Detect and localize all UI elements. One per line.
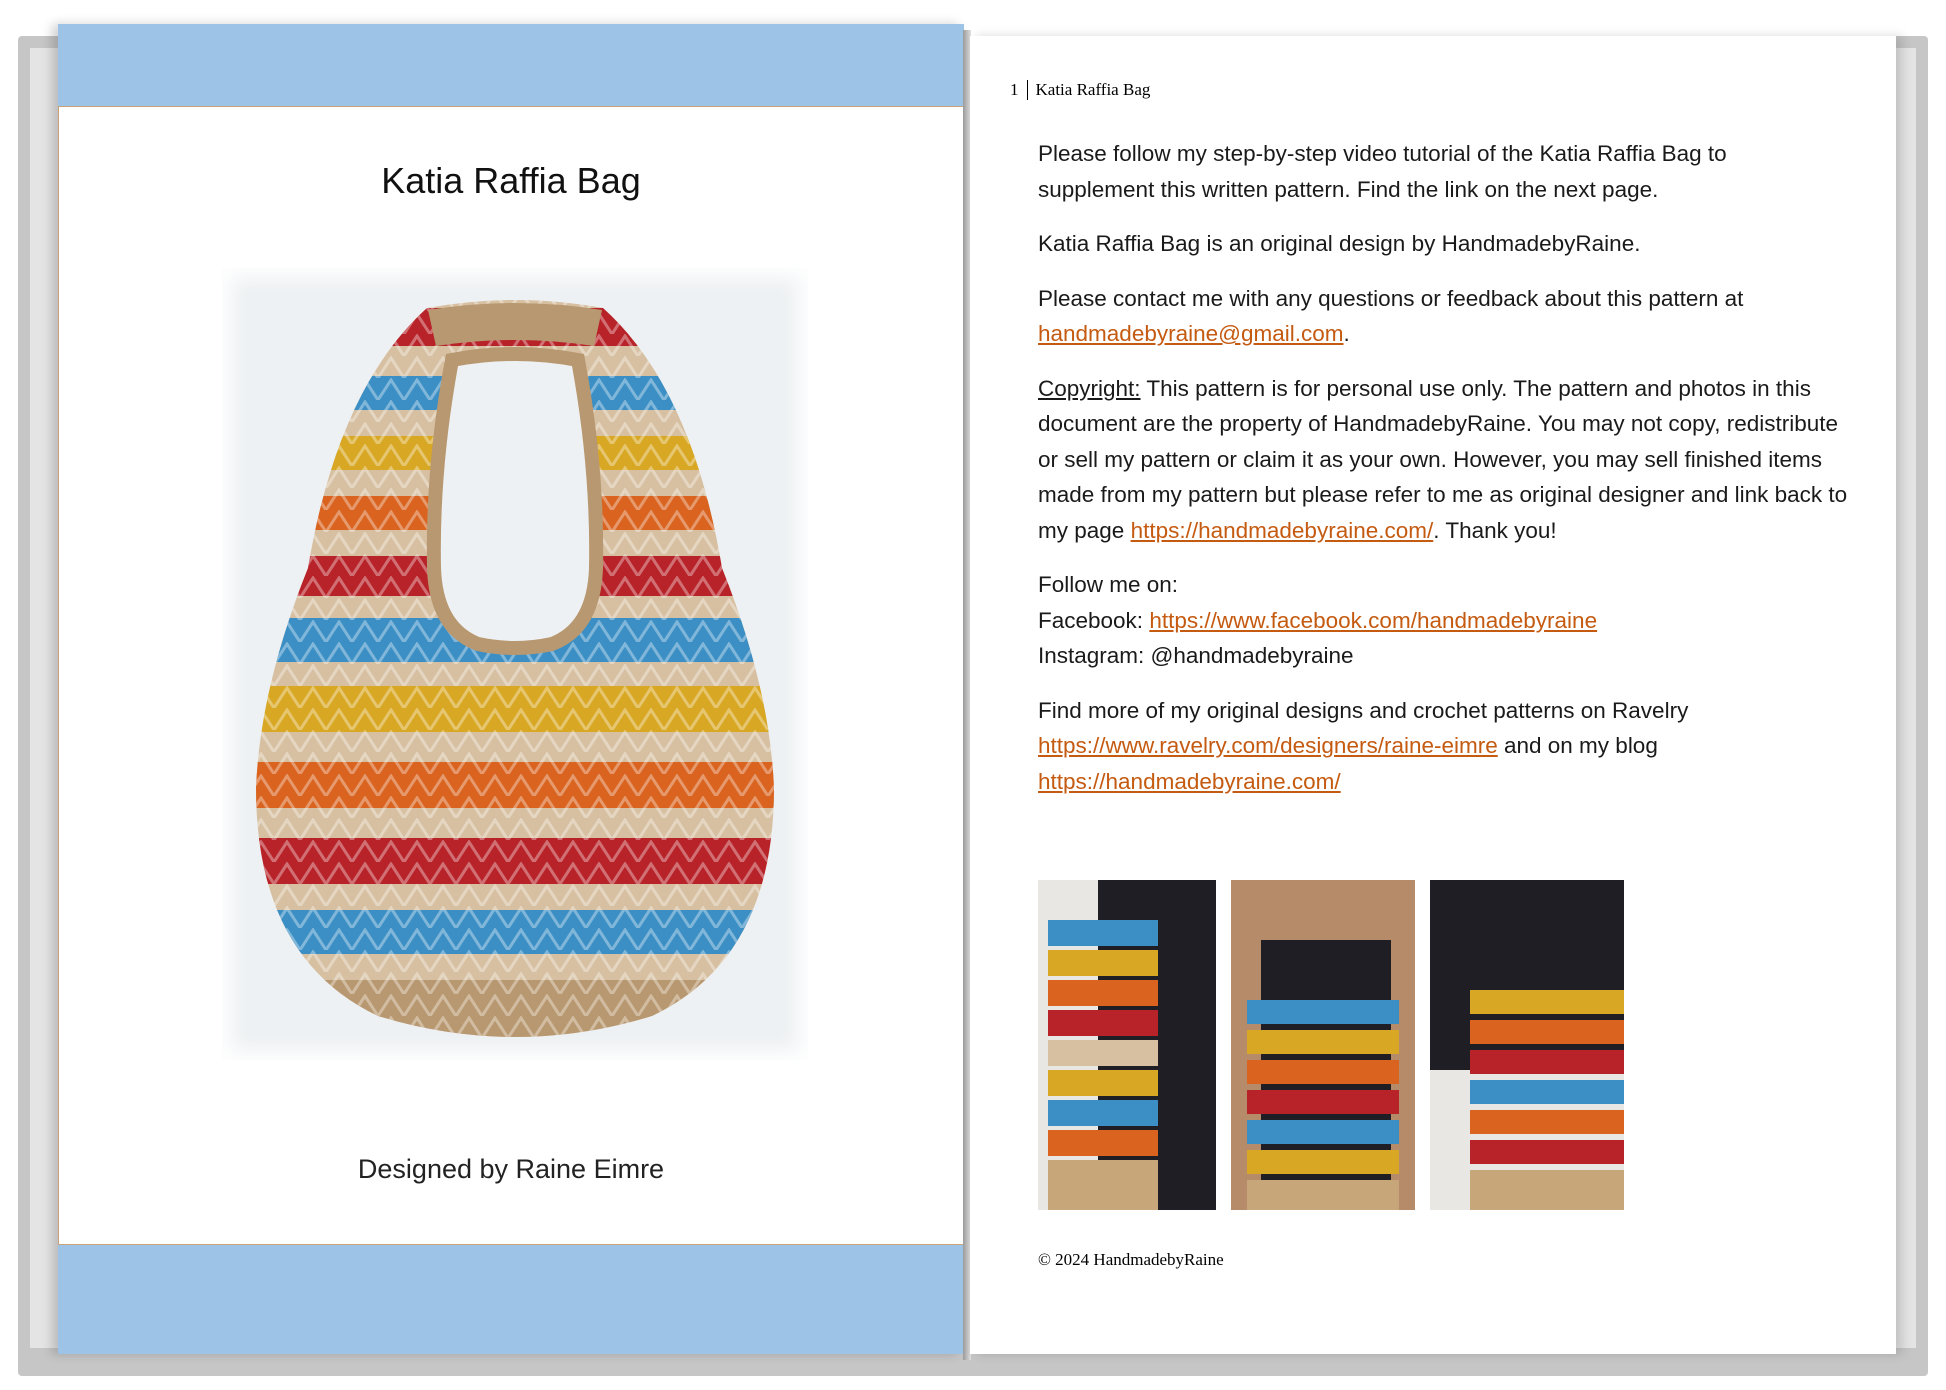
page-header bbox=[1010, 80, 1150, 100]
facebook-link[interactable]: https://www.facebook.com/handmadebyraine bbox=[1149, 607, 1598, 633]
follow-label: Follow me on: bbox=[1038, 572, 1179, 597]
photo-front-view-image bbox=[1231, 880, 1415, 1210]
bag-handle-opening bbox=[434, 354, 596, 648]
header-title: Katia Raffia Bag bbox=[1035, 80, 1151, 99]
copyright-label: Copyright: bbox=[1038, 375, 1141, 401]
copyright-paragraph bbox=[1038, 371, 1848, 549]
photo-front-view bbox=[1231, 880, 1415, 1210]
text-page bbox=[970, 36, 1896, 1354]
thank-you-text: . Thank you! bbox=[1433, 517, 1557, 543]
page-number: 1 bbox=[1010, 80, 1019, 99]
copyright-text: This pattern is for personal use only. The pattern and photos in this document are the property of HandmadebyRaine. You may not copy, redistribute or sell my pattern or claim it as your own. However, you may sell finished items made from my pattern but please refer to me as original designer and link back to my page bbox=[1038, 375, 1848, 543]
email-link[interactable]: handmadebyraine@gmail.com bbox=[1038, 321, 1344, 346]
cover-title: Katia Raffia Bag bbox=[381, 160, 641, 201]
contact-paragraph bbox=[1038, 281, 1848, 352]
cover-left-rule bbox=[58, 106, 59, 1244]
contact-text: Please contact me with any questions or feedback about this pattern at bbox=[1038, 285, 1744, 311]
cover-bag-photo bbox=[222, 268, 808, 1060]
bag-illustration bbox=[222, 268, 808, 1060]
design-credit-paragraph: Katia Raffia Bag is an original design by HandmadebyRaine. bbox=[1038, 231, 1641, 256]
site-link[interactable]: https://handmadebyraine.com/ bbox=[1130, 517, 1434, 543]
find-more-paragraph bbox=[1038, 693, 1848, 800]
cover-subtitle: Designed by Raine Eimre bbox=[357, 1154, 665, 1184]
photo-shoulder-view bbox=[1430, 880, 1624, 1210]
page-body bbox=[1038, 136, 1848, 818]
page-footer: © 2024 HandmadebyRaine bbox=[1038, 1250, 1224, 1269]
intro-paragraph: Please follow my step-by-step video tutorial of the Katia Raffia Bag to supplement this written pattern. Find the link on the next page. bbox=[1038, 141, 1727, 202]
and-blog-text: and on my blog bbox=[1497, 733, 1658, 758]
cover-bottom-band bbox=[58, 1244, 964, 1354]
cover-top-band bbox=[58, 24, 964, 107]
find-more-text: Find more of my original designs and crochet patterns on Ravelry bbox=[1038, 697, 1689, 723]
contact-period: . bbox=[1343, 321, 1350, 346]
header-divider bbox=[1027, 80, 1028, 100]
ravelry-link[interactable]: https://www.ravelry.com/designers/raine-eimre bbox=[1038, 733, 1498, 758]
bag-handle-strap bbox=[428, 303, 602, 346]
instagram-handle: Instagram: @handmadebyraine bbox=[1038, 643, 1354, 668]
blog-link[interactable]: https://handmadebyraine.com/ bbox=[1038, 768, 1341, 794]
photo-side-view bbox=[1038, 880, 1216, 1210]
photo-shoulder-view-image bbox=[1430, 880, 1624, 1210]
cover-page bbox=[58, 24, 964, 1354]
photo-side-view-image bbox=[1038, 880, 1216, 1210]
facebook-label: Facebook: bbox=[1038, 607, 1150, 633]
follow-paragraph bbox=[1038, 567, 1848, 674]
